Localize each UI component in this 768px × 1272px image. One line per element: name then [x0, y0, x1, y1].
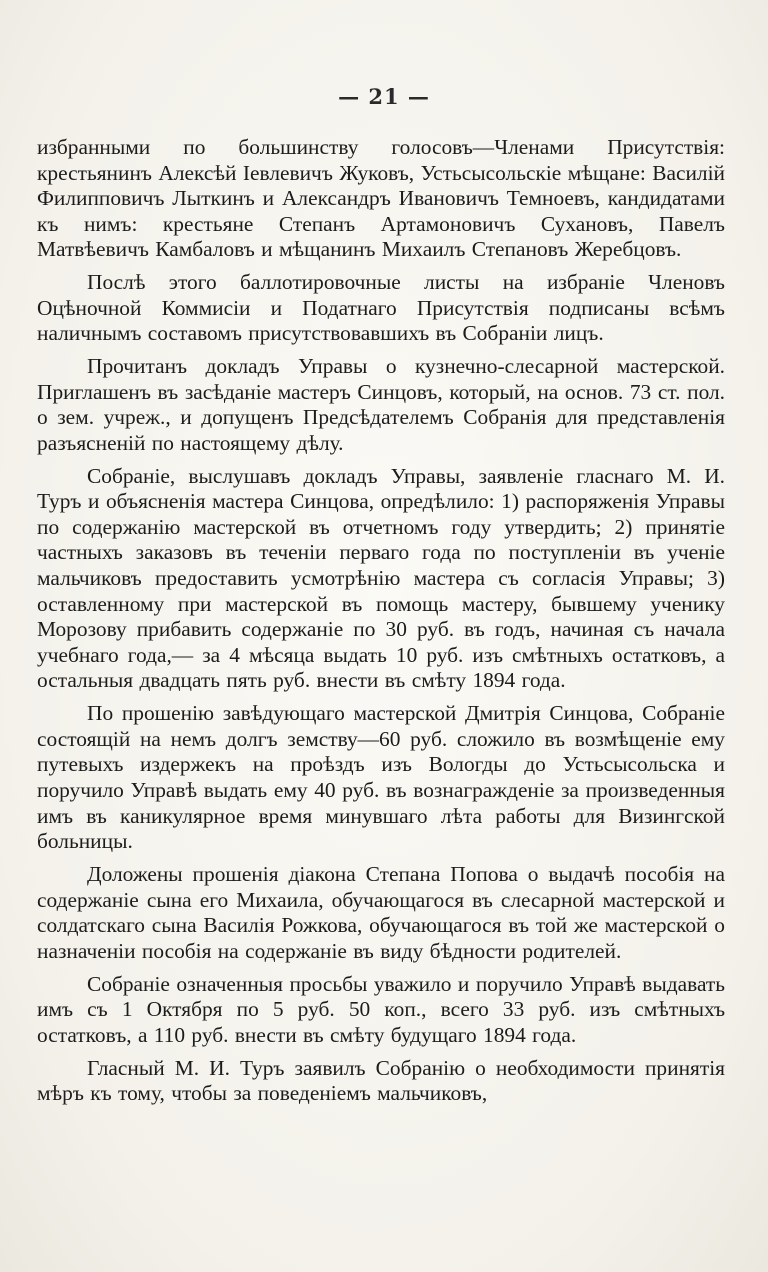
paragraph-6: Доложены прошенія діакона Степана Попова о выдачѣ пособія на содержаніе сына его Михаила, обучающагося въ слесарной мастерской и солдатскаго сына Василія Рожкова, обучающагося въ той же мастерской о назначеніи пособія на содержаніе въ виду бѣдности родителей. — [37, 861, 725, 963]
paragraph-5: По прошенію завѣдующаго мастерской Дмитрія Синцова, Собраніе состоящій на немъ долгъ земству—60 руб. сложило въ возмѣщеніе ему путевыхъ издержекъ на проѣздъ изъ Вологды до Устьсысольска и поручило Управѣ выдать ему 40 руб. въ вознагражденіе за произведенныя имъ въ каникулярное время минувшаго лѣта работы для Визингской больницы. — [37, 701, 725, 854]
body-text — [37, 135, 725, 1114]
paragraph-8: Гласный М. И. Туръ заявилъ Собранію о необходимости принятія мѣръ къ тому, чтобы за поведеніемъ мальчиковъ, — [37, 1055, 725, 1106]
paragraph-2: Послѣ этого баллотировочные листы на избраніе Членовъ Оцѣночной Коммисіи и Податнаго Присутствія подписаны всѣмъ наличнымъ составомъ присутствовавшихъ въ Собраніи лицъ. — [37, 270, 725, 346]
paragraph-4: Собраніе, выслушавъ докладъ Управы, заявленіе гласнаго М. И. Туръ и объясненія мастера Синцова, опредѣлило: 1) распоряженія Управы по содержанію мастерской въ отчетномъ году утвердить; 2) принятіе частныхъ заказовъ въ теченіи перваго года по поступленіи въ ученіе мальчиковъ предоставить усмотрѣнію мастера съ согласія Управы; 3) оставленному при мастерской въ помощь мастеру, бывшему ученику Морозову прибавить содержаніе по 30 руб. въ годъ, начиная съ начала учебнаго года,— за 4 мѣсяца выдать 10 руб. изъ смѣтныхъ остатковъ, а остальныя двадцать пять руб. внести въ смѣту 1894 года. — [37, 463, 725, 693]
paragraph-1: избранными по большинству голосовъ—Членами Присутствія: крестьянинъ Алексѣй Іевлевичъ Жуковъ, Устьсысольскіе мѣщане: Василій Филипповичъ Лыткинъ и Александръ Ивановичъ Темноевъ, кандидатами къ нимъ: крестьяне Степанъ Артамоновичъ Сухановъ, Павелъ Матвѣевичъ Камбаловъ и мѣщанинъ Михаилъ Степановъ Жеребцовъ. — [37, 135, 725, 262]
paragraph-3: Прочитанъ докладъ Управы о кузнечно-слесарной мастерской. Приглашенъ въ засѣданіе мастеръ Синцовъ, который, на основ. 73 ст. пол. о зем. учреж., и допущенъ Предсѣдателемъ Собранія для представленія разъясненій по настоящему дѣлу. — [37, 354, 725, 455]
paragraph-7: Собраніе означенныя просьбы уважило и поручило Управѣ выдавать имъ съ 1 Октября по 5 руб. 50 коп., всего 33 руб. изъ смѣтныхъ остатковъ, а 110 руб. внести въ смѣту будущаго 1894 года. — [37, 971, 725, 1047]
page-number: — 21 — — [338, 84, 430, 109]
